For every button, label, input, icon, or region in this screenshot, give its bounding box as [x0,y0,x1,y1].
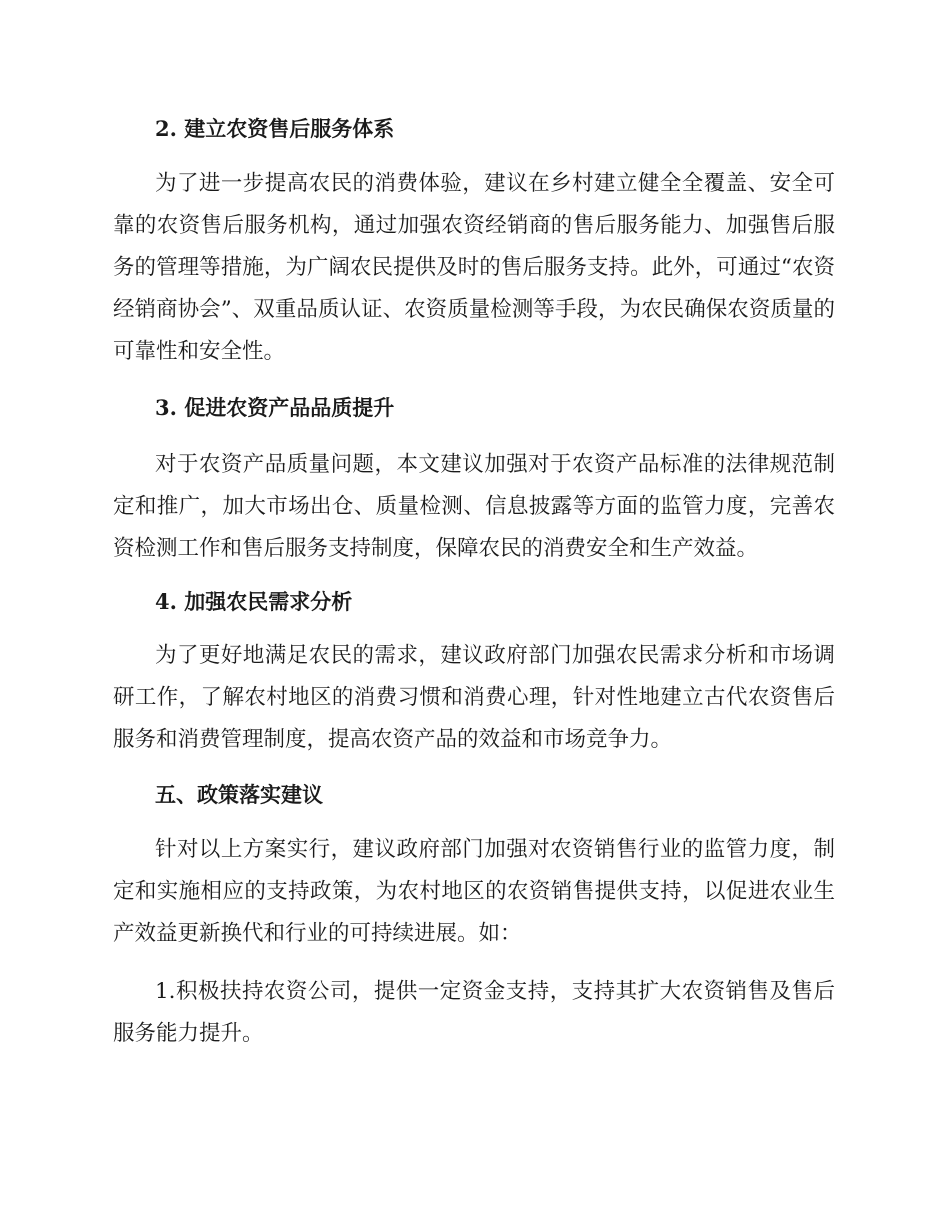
section-paragraph: 为了进一步提高农民的消费体验，建议在乡村建立健全全覆盖、安全可靠的农资售后服务机构，通过加强农资经销商的售后服务能力、加强售后服务的管理等措施，为广阔农民提供及时的售后服务支持。此外，可通过“农资经销商协会”、双重品质认证、农资质量检测等手段，为农民确保农资质量的可靠性和安全性。 [113,171,835,364]
chapter-heading: 五、政策落实建议 [155,782,323,807]
section-paragraph: 为了更好地满足农民的需求，建议政府部门加强农民需求分析和市场调研工作，了解农村地区的消费习惯和消费心理，针对性地建立古代农资售后服务和消费管理制度，提高农资产品的效益和市场竞争力。 [113,643,835,752]
section-heading: 3. 促进农资产品品质提升 [155,395,395,420]
section-paragraph: 针对以上方案实行，建议政府部门加强对农资销售行业的监管力度，制定和实施相应的支持政策，为农村地区的农资销售提供支持，以促进农业生产效益更新换代和行业的可持续进展。如： [113,837,835,946]
list-item-paragraph: 1.积极扶持农资公司，提供一定资金支持，支持其扩大农资销售及售后服务能力提升。 [113,979,835,1046]
section-heading: 4. 加强农民需求分析 [155,589,353,614]
section-heading: 2. 建立农资售后服务体系 [155,116,395,141]
section-paragraph: 对于农资产品质量问题，本文建议加强对于农资产品标准的法律规范制定和推广，加大市场出仓、质量检测、信息披露等方面的监管力度，完善农资检测工作和售后服务支持制度，保障农民的消费安全和生产效益。 [113,452,835,561]
